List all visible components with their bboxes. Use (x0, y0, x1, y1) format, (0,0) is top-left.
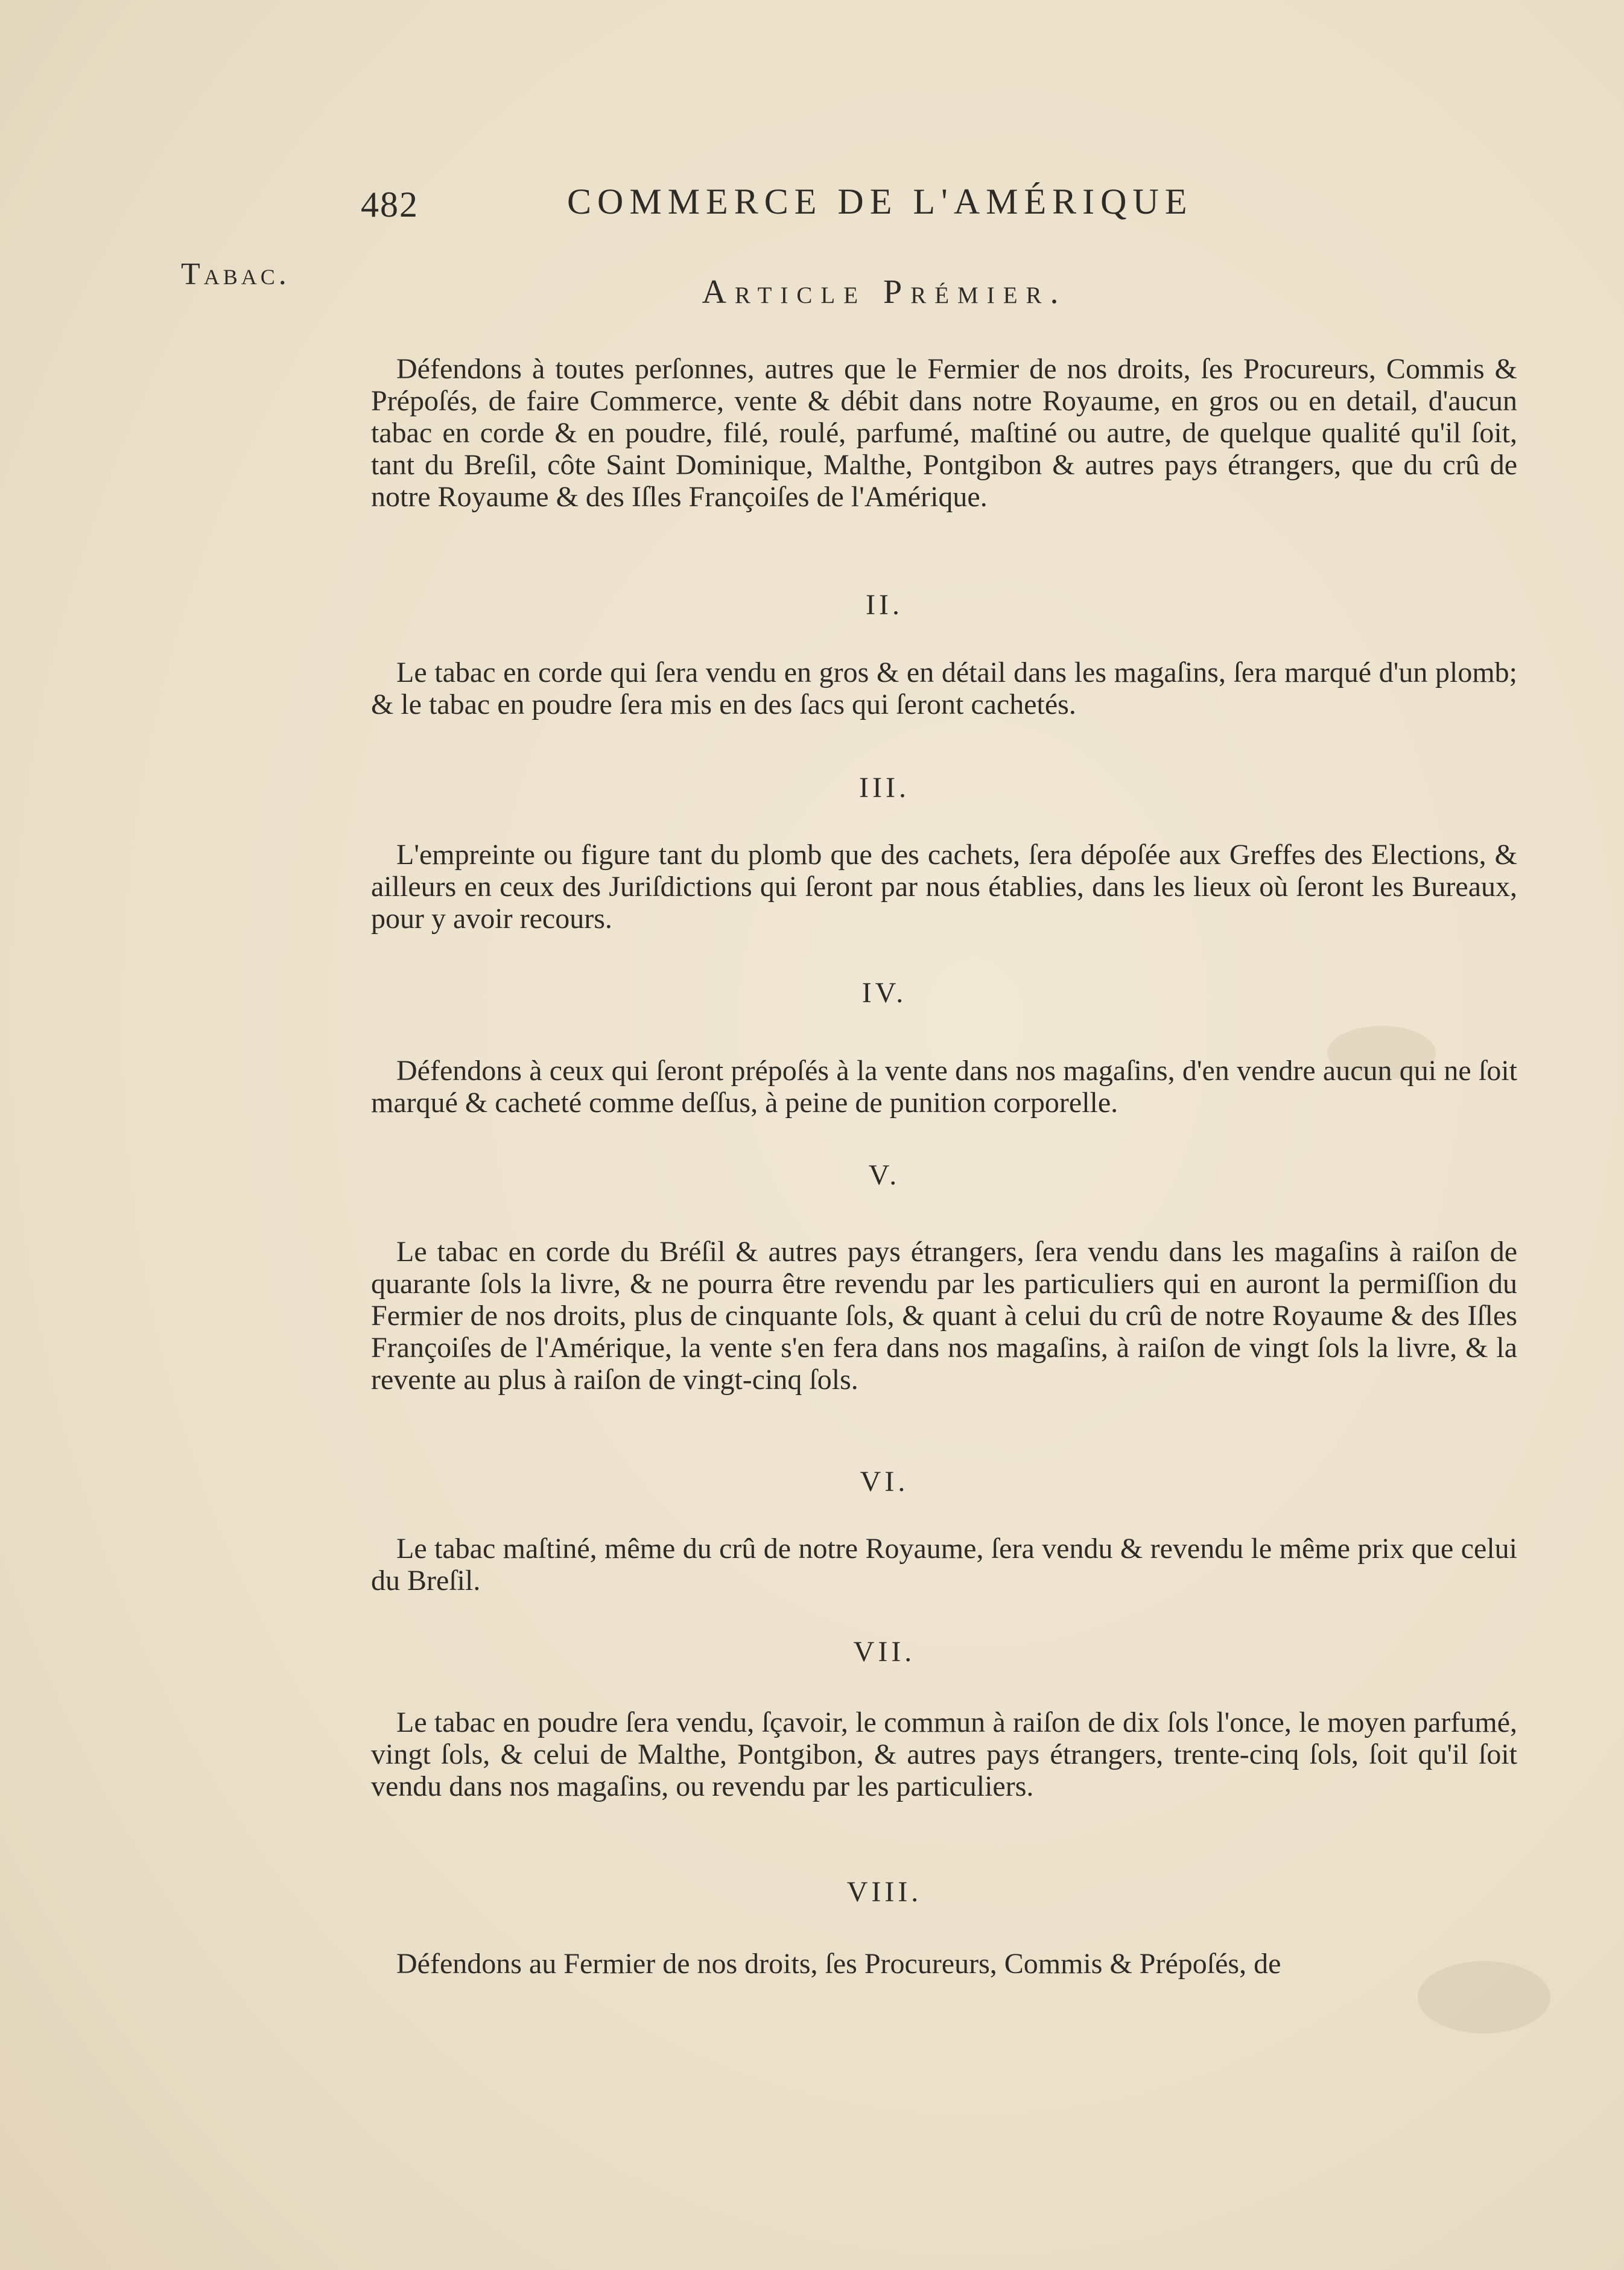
article-8-text: Défendons au Fermier de nos droits, ſes Procureurs, Commis & Prépoſés, de (396, 1948, 1281, 1980)
page-number: 482 (361, 185, 419, 224)
article-title: Article Prémier. (702, 273, 1067, 311)
article-4-text: Défendons à ceux qui ſeront prépoſés à la vente dans nos magaſins, d'en vendre aucun qui ne ſoit marqué & cacheté comme deſſus, à peine de punition corporelle. (371, 1055, 1517, 1119)
article-6-text: Le tabac maſtiné, même du crû de notre Royaume, ſera vendu & revendu le même prix que celui du Breſil. (371, 1533, 1517, 1597)
article-8-heading: VIII. (846, 1876, 922, 1908)
article-2-heading: II. (866, 589, 903, 621)
article-4-heading: IV. (861, 977, 907, 1009)
article-5-heading: V. (868, 1159, 901, 1191)
article-5-text: Le tabac en corde du Bréſil & autres pays étrangers, ſera vendu dans les magaſins à raiſon de quarante ſols la livre, & ne pourra être revendu par les particuliers qui en auront la permiſſion du Fermier de nos droits, plus de cinquante ſols, & quant à celui du crû de notre Royaume & des Iſles Françoiſes de l'Amérique, la vente s'en fera dans nos magaſins, à raiſon de vingt ſols la livre, & la revente au plus à raiſon de vingt-cinq ſols. (371, 1236, 1517, 1396)
article-7-text: Le tabac en poudre ſera vendu, ſçavoir, le commun à raiſon de dix ſols l'once, le moyen parfumé, vingt ſols, & celui de Malthe, Pontgibon, & autres pays étrangers, trente-cinq ſols, ſoit qu'il ſoit vendu dans nos magaſins, ou revendu par les particuliers. (371, 1706, 1517, 1802)
margin-note: Tabac. (181, 257, 290, 291)
article-7-heading: VII. (853, 1636, 916, 1668)
running-head: COMMERCE DE L'AMÉRIQUE (567, 182, 1193, 221)
article-6-heading: VI. (860, 1466, 909, 1498)
article-1-text: Défendons à toutes perſonnes, autres que le Fermier de nos droits, ſes Procureurs, Commis & Prépoſés, de faire Commerce, vente & débit dans notre Royaume, en gros ou en detail, d'aucun tabac en corde & en poudre, filé, roulé, parfumé, maſtiné ou autre, de quelque qualité qu'il ſoit, tant du Breſil, côte Saint Dominique, Malthe, Pontgibon & autres pays étrangers, que du crû de notre Royaume & des Iſles Françoiſes de l'Amérique. (371, 353, 1517, 513)
article-3-text: L'empreinte ou figure tant du plomb que des cachets, ſera dépoſée aux Greffes des Elections, & ailleurs en ceux des Juriſdictions qui ſeront par nous établies, dans les lieux où ſeront les Bureaux, pour y avoir recours. (371, 839, 1517, 935)
article-2-text: Le tabac en corde qui ſera vendu en gros & en détail dans les magaſins, ſera marqué d'un plomb; & le tabac en poudre ſera mis en des ſacs qui ſeront cachetés. (371, 657, 1517, 720)
article-3-heading: III. (859, 772, 910, 804)
